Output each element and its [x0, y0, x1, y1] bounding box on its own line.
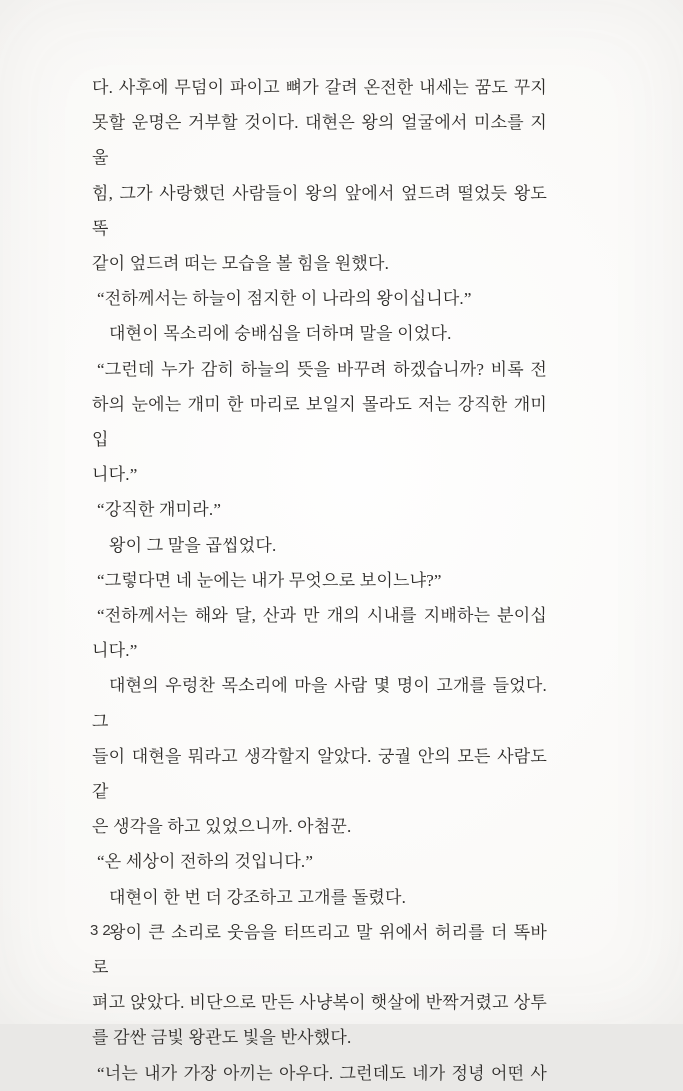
text-line-dialogue: “너는 내가 가장 아끼는 아우다. 그런데도 네가 정녕 어떤 사: [97, 1063, 547, 1083]
text-line: 들이 대현을 뭐라고 생각할지 알았다. 궁궐 안의 모든 사람도 같: [92, 746, 547, 802]
text-line: 니다.”: [92, 465, 138, 485]
text-line: 힘, 그가 사랑했던 사람들이 왕의 앞에서 엎드려 떨었듯 왕도 똑: [92, 183, 547, 238]
text-line: 왕이 그 말을 곱씹었다.: [109, 535, 277, 555]
text-line: 대현이 한 번 더 강조하고 고개를 돌렸다.: [109, 887, 407, 907]
text-line-dialogue: “그런데 누가 감히 하늘의 뜻을 바꾸려 하겠습니까? 비록 전: [97, 359, 547, 379]
text-line: 펴고 앉았다. 비단으로 만든 사냥복이 햇살에 반짝거렸고 상투: [92, 993, 547, 1013]
text-line: 다. 사후에 무덤이 파이고 뼈가 갈려 온전한 내세는 꿈도 꾸지: [92, 78, 547, 97]
text-line-dialogue: “강직한 개미라.”: [97, 500, 222, 520]
text-line: 대현이 목소리에 숭배심을 더하며 말을 이었다.: [109, 324, 452, 344]
text-line-dialogue: “그렇다면 네 눈에는 내가 무엇으로 보이느냐?”: [97, 570, 442, 590]
text-line: 대현의 우렁찬 목소리에 마을 사람 몇 명이 고개를 들었다. 그: [92, 676, 547, 731]
text-line: 은 생각을 하고 있었으니까. 아첨꾼.: [92, 817, 352, 837]
text-line: 니다.”: [92, 641, 138, 661]
page-number: 32: [90, 922, 115, 939]
text-line: 왕이 큰 소리로 웃음을 터뜨리고 말 위에서 허리를 더 똑바로: [92, 922, 547, 978]
text-line: 를 감싼 금빛 왕관도 빛을 반사했다.: [92, 1028, 352, 1048]
text-line-dialogue: “전하께서는 해와 달, 산과 만 개의 시내를 지배하는 분이십: [97, 606, 547, 626]
text-line: 못할 운명은 거부할 것이다. 대현은 왕의 얼굴에서 미소를 지울: [92, 113, 547, 168]
text-line: 같이 엎드려 떠는 모습을 볼 힘을 원했다.: [92, 254, 390, 274]
text-line: 하의 눈에는 개미 한 마리로 보일지 몰라도 저는 강직한 개미입: [92, 394, 547, 450]
text-line-dialogue: “온 세상이 전하의 것입니다.”: [97, 852, 314, 872]
body-text: [92, 70, 547, 1091]
text-line-dialogue: “전하께서는 하늘이 점지한 이 나라의 왕이십니다.”: [97, 289, 472, 309]
